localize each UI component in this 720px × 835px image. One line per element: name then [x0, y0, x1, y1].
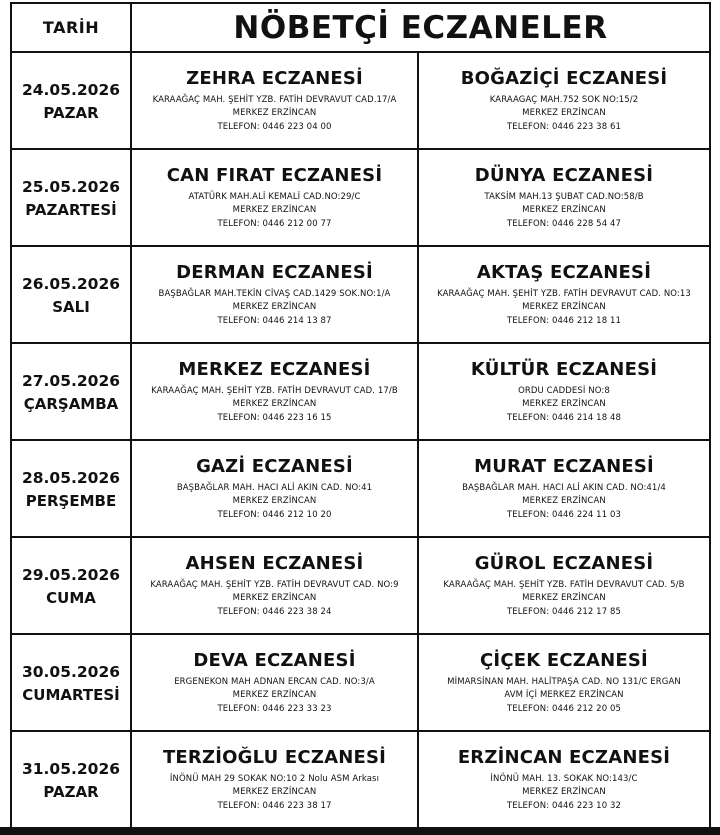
pharmacy-address: KARAAĞAÇ MAH. ŞEHİT YZB. FATİH DEVRAVUT CAD. 5/B [443, 579, 685, 590]
table-row [12, 52, 709, 149]
duty-weekday: PERŞEMBE [25, 491, 117, 510]
pharmacy-name: BOĞAZİÇİ ECZANESİ [460, 67, 668, 89]
pharmacy-cell [131, 52, 418, 149]
pharmacy-city: MERKEZ ERZİNCAN [522, 108, 606, 119]
pharmacy-cell [131, 149, 418, 246]
date-cell [12, 343, 131, 440]
pharmacy-city: MERKEZ ERZİNCAN [232, 690, 317, 701]
pharmacy-name: DERMAN ECZANESİ [176, 261, 373, 283]
schedule-rows [12, 52, 709, 828]
pharmacy-city: MERKEZ ERZİNCAN [232, 108, 317, 119]
pharmacy-cell [131, 634, 418, 731]
date-cell [12, 52, 131, 149]
pharmacy-address: KARAAĞAÇ MAH. ŞEHİT YZB. FATİH DEVRAVUT CAD. NO:9 [150, 579, 399, 590]
date-column-header [12, 4, 131, 52]
pharmacy-name: KÜLTÜR ECZANESİ [470, 358, 658, 380]
pharmacy-city: MERKEZ ERZİNCAN [522, 302, 606, 313]
title-cell [131, 4, 709, 52]
pharmacy-address: KARAAĞAÇ MAH. ŞEHİT YZB. FATİH DEVRAVUT CAD. 17/B [151, 385, 398, 396]
pharmacy-cell [418, 246, 709, 343]
pharmacy-phone: TELEFON: 0446 223 33 23 [217, 703, 332, 714]
pharmacy-address: KARAAĞAÇ MAH. ŞEHİT YZB. FATİH DEVRAVUT CAD.17/A [152, 94, 397, 105]
duty-date: 27.05.2026 [21, 371, 121, 390]
pharmacy-phone: TELEFON: 0446 214 13 87 [217, 315, 332, 326]
duty-date: 31.05.2026 [21, 759, 121, 778]
pharmacy-city: MERKEZ ERZİNCAN [522, 205, 606, 216]
pharmacy-city: MERKEZ ERZİNCAN [232, 787, 317, 798]
pharmacy-name: ÇİÇEK ECZANESİ [480, 649, 648, 671]
pharmacy-phone: TELEFON: 0446 212 10 20 [217, 509, 332, 520]
pharmacy-name: DÜNYA ECZANESİ [474, 164, 654, 186]
pharmacy-phone: TELEFON: 0446 212 00 77 [217, 218, 332, 229]
pharmacy-phone: TELEFON: 0446 214 18 48 [506, 412, 622, 423]
duty-date: 25.05.2026 [21, 177, 121, 196]
pharmacy-city: MERKEZ ERZİNCAN [232, 302, 317, 313]
table-row [12, 731, 709, 828]
pharmacy-cell [131, 246, 418, 343]
pharmacy-address: TAKSİM MAH.13 ŞUBAT CAD.NO:58/B [484, 191, 644, 202]
pharmacy-city: MERKEZ ERZİNCAN [522, 399, 606, 410]
table-row [12, 440, 709, 537]
pharmacy-address: KARAAĞAÇ MAH. ŞEHİT YZB. FATİH DEVRAVUT CAD. NO:13 [437, 288, 691, 299]
pharmacy-address: İNÖNÜ MAH. 13. SOKAK NO:143/C [490, 773, 638, 784]
pharmacy-phone: TELEFON: 0446 212 17 85 [506, 606, 622, 617]
duty-weekday: CUMARTESİ [22, 685, 120, 704]
pharmacy-cell [131, 440, 418, 537]
date-cell [12, 537, 131, 634]
pharmacy-phone: TELEFON: 0446 224 11 03 [506, 509, 622, 520]
table-row [12, 634, 709, 731]
pharmacy-address: İNÖNÜ MAH 29 SOKAK NO:10 2 Nolu ASM Arkası [169, 773, 380, 784]
pharmacy-name: MERKEZ ECZANESİ [178, 358, 371, 380]
duty-date: 28.05.2026 [21, 468, 121, 487]
pharmacy-name: ERZİNCAN ECZANESİ [457, 746, 671, 768]
pharmacy-name: CAN FIRAT ECZANESİ [166, 164, 383, 186]
pharmacy-cell [418, 731, 709, 828]
duty-weekday: CUMA [46, 588, 96, 607]
pharmacy-cell [418, 537, 709, 634]
pharmacy-address: ORDU CADDESİ NO:8 [518, 385, 610, 396]
pharmacy-phone: TELEFON: 0446 223 38 61 [506, 121, 622, 132]
pharmacy-city: MERKEZ ERZİNCAN [232, 496, 317, 507]
pharmacy-phone: TELEFON: 0446 228 54 47 [506, 218, 622, 229]
duty-date: 24.05.2026 [21, 80, 121, 99]
duty-schedule-sheet [10, 2, 711, 827]
pharmacy-name: GAZİ ECZANESİ [196, 455, 353, 477]
pharmacy-address: BAŞBAĞLAR MAH.TEKİN CİVAŞ CAD.1429 SOK.NO:1/A [158, 288, 391, 299]
pharmacy-address: BAŞBAĞLAR MAH. HACI ALİ AKIN CAD. NO:41 [176, 482, 373, 493]
pharmacy-city: MERKEZ ERZİNCAN [522, 593, 606, 604]
pharmacy-city: MERKEZ ERZİNCAN [522, 496, 606, 507]
pharmacy-name: TERZİOĞLU ECZANESİ [162, 746, 387, 768]
date-cell [12, 634, 131, 731]
pharmacy-name: AKTAŞ ECZANESİ [476, 261, 652, 283]
pharmacy-city: AVM İÇİ MERKEZ ERZİNCAN [504, 690, 624, 701]
duty-weekday: ÇARŞAMBA [23, 394, 119, 413]
pharmacy-phone: TELEFON: 0446 223 38 24 [217, 606, 332, 617]
table-row [12, 343, 709, 440]
pharmacy-city: MERKEZ ERZİNCAN [232, 399, 317, 410]
table-row [12, 246, 709, 343]
date-column-label: TARİH [42, 18, 100, 37]
date-cell [12, 731, 131, 828]
pharmacy-name: AHSEN ECZANESİ [185, 552, 364, 574]
pharmacy-cell [418, 634, 709, 731]
pharmacy-phone: TELEFON: 0446 223 38 17 [217, 800, 332, 811]
duty-pharmacy-table [12, 4, 709, 829]
pharmacy-phone: TELEFON: 0446 223 04 00 [217, 121, 332, 132]
pharmacy-phone: TELEFON: 0446 212 18 11 [506, 315, 622, 326]
pharmacy-name: DEVA ECZANESİ [193, 649, 356, 671]
pharmacy-cell [418, 343, 709, 440]
duty-weekday: PAZAR [43, 103, 99, 122]
pharmacy-cell [418, 149, 709, 246]
table-row [12, 149, 709, 246]
pharmacy-city: MERKEZ ERZİNCAN [522, 787, 606, 798]
duty-weekday: PAZARTESİ [25, 200, 117, 219]
table-row [12, 537, 709, 634]
pharmacy-address: BAŞBAĞLAR MAH. HACI ALİ AKIN CAD. NO:41/4 [462, 482, 666, 493]
bottom-border-bar [0, 827, 720, 835]
duty-weekday: SALI [52, 297, 90, 316]
pharmacy-address: KARAAGAÇ MAH.752 SOK NO:15/2 [489, 94, 639, 105]
pharmacy-phone: TELEFON: 0446 212 20 05 [506, 703, 622, 714]
pharmacy-address: ERGENEKON MAH ADNAN ERCAN CAD. NO:3/A [174, 676, 375, 687]
pharmacy-name: ZEHRA ECZANESİ [186, 67, 363, 89]
pharmacy-cell [418, 440, 709, 537]
duty-date: 30.05.2026 [21, 662, 121, 681]
date-cell [12, 149, 131, 246]
pharmacy-address: ATATÜRK MAH.ALİ KEMALİ CAD.NO:29/C [188, 191, 361, 202]
pharmacy-cell [418, 52, 709, 149]
page-title: NÖBETÇİ ECZANELER [233, 9, 608, 46]
pharmacy-cell [131, 731, 418, 828]
date-cell [12, 440, 131, 537]
pharmacy-phone: TELEFON: 0446 223 10 32 [506, 800, 622, 811]
pharmacy-name: GÜROL ECZANESİ [474, 552, 654, 574]
pharmacy-cell [131, 537, 418, 634]
pharmacy-city: MERKEZ ERZİNCAN [232, 205, 317, 216]
pharmacy-city: MERKEZ ERZİNCAN [232, 593, 317, 604]
pharmacy-cell [131, 343, 418, 440]
duty-date: 26.05.2026 [21, 274, 121, 293]
pharmacy-name: MURAT ECZANESİ [474, 455, 654, 477]
pharmacy-address: MİMARSİNAN MAH. HALİTPAŞA CAD. NO 131/C ERGAN [447, 676, 681, 687]
date-cell [12, 246, 131, 343]
duty-date: 29.05.2026 [21, 565, 121, 584]
table-header-row [12, 4, 709, 52]
duty-weekday: PAZAR [43, 782, 99, 801]
pharmacy-phone: TELEFON: 0446 223 16 15 [217, 412, 332, 423]
